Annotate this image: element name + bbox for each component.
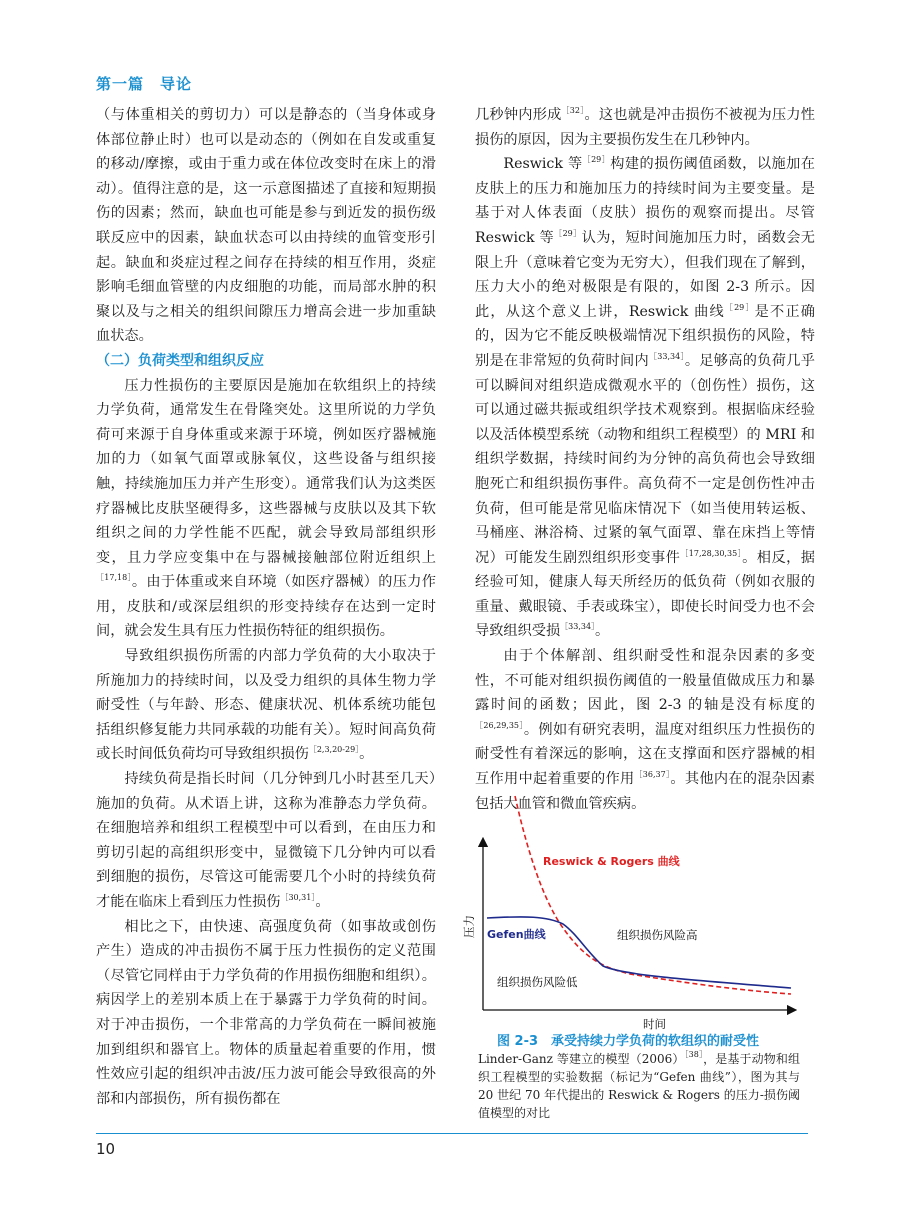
citation: ［36,37］ xyxy=(634,770,671,780)
paragraph-reswick xyxy=(475,152,815,644)
text-run: 构建的损伤阈值函数，以施加在皮肤上的压力和施加压力的持续时间为主要变量。是基于对人体表面（皮肤）损伤的观察而提出。尽管 Reswick 等 xyxy=(475,156,815,246)
paragraph-5: 相比之下，由快速、高强度负荷（如事故或创伤产生）造成的冲击损伤不属于压力性损伤的定义范围（尽管它同样由于力学负荷的作用损伤细胞和组织）。病因学上的差别本质上在于暴露于力学负荷的时间。对于冲击损伤，一个非常高的力学负荷在一瞬间被施加到组织和器官上。物体的质量起着重要的作用，惯性效应引起的组织冲击波/压力波可能会导致很高的外部和内部损伤，所有损伤都在 xyxy=(96,918,436,1107)
right-column xyxy=(475,103,815,816)
text-run: ，是基于动物和组织工程模型的实验数据（标记为“Gefen 曲线”），图为其与 20 世纪 70 年代提出的 Reswick & Rogers 的压力-损伤阈值模型的对比 xyxy=(478,1052,800,1120)
text-run: 导致组织损伤所需的内部力学负荷的大小取决于所施加力的持续时间，以及受力组织的具体生物力学耐受性（与年龄、形态、健康状况、机体系统功能包括组织修复能力共同承载的功能有关）。短时间高负荷或长时间低负荷均可导致组织损伤 xyxy=(96,648,436,763)
low-risk-label: 组织损伤风险低 xyxy=(497,975,578,989)
high-risk-label: 组织损伤风险高 xyxy=(617,928,698,942)
figure-caption-body xyxy=(478,1050,800,1122)
text-run: 。足够高的负荷几乎可以瞬间对组织造成微观水平的（创伤性）损伤，这可以通过磁共振或组织学技术观察到。根据临床经验以及活体模型系统（动物和组织工程模型）的 MRI 和组织学数据，持续时间约为分钟的高负荷也会导致细胞死亡和组织损伤事件。高负荷不一定是创伤性冲击负荷，但可能是常见临床情况下（如当使用转运板、马桶座、淋浴椅、过紧的氧气面罩、靠在床挡上等情况）可能发生剧烈组织形变事件 xyxy=(475,352,815,566)
citation: ［33,34］ xyxy=(648,351,685,361)
figure-caption-title: 图 2-3 承受持续力学负荷的软组织的耐受性 xyxy=(497,1034,760,1049)
text-run: Linder-Ganz 等建立的模型（2006） xyxy=(478,1052,685,1066)
x-axis-label: 时间 xyxy=(643,1017,666,1031)
text-run: 。例如有研究表明，温度对组织压力性损伤的耐受性有着深远的影响，这在支撑面和医疗器械的相互作用中起着重要的作用 xyxy=(475,721,815,788)
threshold-chart xyxy=(462,790,805,1031)
text-run: 压力性损伤的主要原因是施加在软组织上的持续力学负荷，通常发生在骨隆突处。这里所说的力学负荷可来源于自身体重或来源于环境，例如医疗器械施加的力（如氧气面罩或脉氧仪，这些设备与组织接触，持续施加压力并产生形变）。通常我们认为这类医疗器械比皮肤坚硬得多，这些器械与皮肤以及其下软组织之间的力学性能不匹配，就会导致局部组织形变，且力学应变集中在与器械接触部位附近组织上 xyxy=(96,377,436,566)
citation: ［26,29,35］ xyxy=(475,720,524,730)
footer-rule xyxy=(96,1133,808,1134)
text-run: Reswick 等 xyxy=(503,156,583,173)
citation: ［29］ xyxy=(554,228,582,238)
figure-2-3 xyxy=(462,790,805,1031)
text-run: 是不正确的，因为它不能反映极端情况下组织损伤的风险，特别是在非常短的负荷时间内 xyxy=(475,303,815,369)
citation: ［32］ xyxy=(561,106,585,115)
text-run: 认为，短时间施加压力时，函数会无限上升（意味着它变为无穷大），但我们现在了解到，压力大小的绝对极限是有限的，如图 2-3 所示。因此，从这个意义上讲，Reswick 曲线 xyxy=(475,229,815,320)
text-run: 几秒钟内形成 xyxy=(475,107,562,123)
citation: ［38］ xyxy=(684,1050,704,1059)
citation: ［17,28,30,35］ xyxy=(680,548,743,558)
reswick-rogers-curve xyxy=(515,796,791,994)
paragraph-2 xyxy=(96,374,436,645)
reswick-curve-label: Reswick & Rogers 曲线 xyxy=(543,855,680,868)
citation: ［29］ xyxy=(582,155,611,165)
y-axis-label: 压力 xyxy=(462,915,476,938)
text-run: 由于个体解剖、组织耐受性和混杂因素的多变性，不可能对组织损伤阈值的一般量值做成压力和暴露时间的函数；因此，图 2-3 的轴是没有标度的 xyxy=(475,648,815,714)
text-run: 。相反，据经验可知，健康人每天所经历的低负荷（例如衣服的重量、戴眼镜、手表或珠宝），即使长时间受力也不会导致组织受损 xyxy=(475,549,815,640)
text-run: 。这也就是冲击损伤不被视为压力性损伤的原因，因为主要损伤发生在几秒钟内。 xyxy=(475,107,815,148)
page-number: 10 xyxy=(96,1140,116,1158)
text-run: 。 xyxy=(595,623,610,640)
paragraph-4 xyxy=(96,767,436,915)
paragraph-continued xyxy=(475,103,815,152)
citation: ［29］ xyxy=(724,302,755,312)
citation: ［2,3,20-29］ xyxy=(308,745,360,755)
gefen-curve-label: Gefen曲线 xyxy=(487,928,546,941)
text-run: 持续负荷是指长时间（几分钟到几小时甚至几天）施加的负荷。从术语上讲，这称为准静态力学负荷。在细胞培养和组织工程模型中可以看到，在由压力和剪切引起的高组织形变中，显微镜下几分钟内可以看到细胞的损伤，尽管这可能需要几个小时的持续负荷才能在临床上看到压力性损伤 xyxy=(96,771,436,910)
text-run: 。 xyxy=(315,894,330,910)
left-column xyxy=(96,103,436,1111)
section-heading: （二）负荷类型和组织反应 xyxy=(96,352,264,369)
citation: ［17,18］ xyxy=(96,573,132,583)
text-run: 。 xyxy=(359,746,374,763)
citation: ［33,34］ xyxy=(560,622,596,632)
citation: ［30,31］ xyxy=(280,893,316,902)
page-header-title: 第一篇 导论 xyxy=(96,75,193,93)
text-run: 。其他内在的混杂因素包括大血管和微血管疾病。 xyxy=(475,771,815,812)
paragraph-3 xyxy=(96,644,436,767)
text-run: 。由于体重或来自环境（如医疗器械）的压力作用，皮肤和/或深层组织的形变持续存在达到一定时间，就会发生具有压力性损伤特征的组织损伤。 xyxy=(96,574,436,640)
paragraph-1: （与体重相关的剪切力）可以是静态的（当身体或身体部位静止时）也可以是动态的（例如在自发或重复的移动/摩擦，或由于重力或在体位改变时在床上的滑动）。值得注意的是，这一示意图描述了直接和短期损伤的因素；然而，缺血也可能是参与到近发的损伤级联反应中的因素，缺血状态可以由持续的血管变形引起。缺血和炎症过程之间存在持续的相互作用，炎症影响毛细血管壁的内皮细胞的功能，而局部水肿的积聚以及与之相关的组织间隙压力增高会进一步加重缺血状态。 xyxy=(96,107,436,345)
